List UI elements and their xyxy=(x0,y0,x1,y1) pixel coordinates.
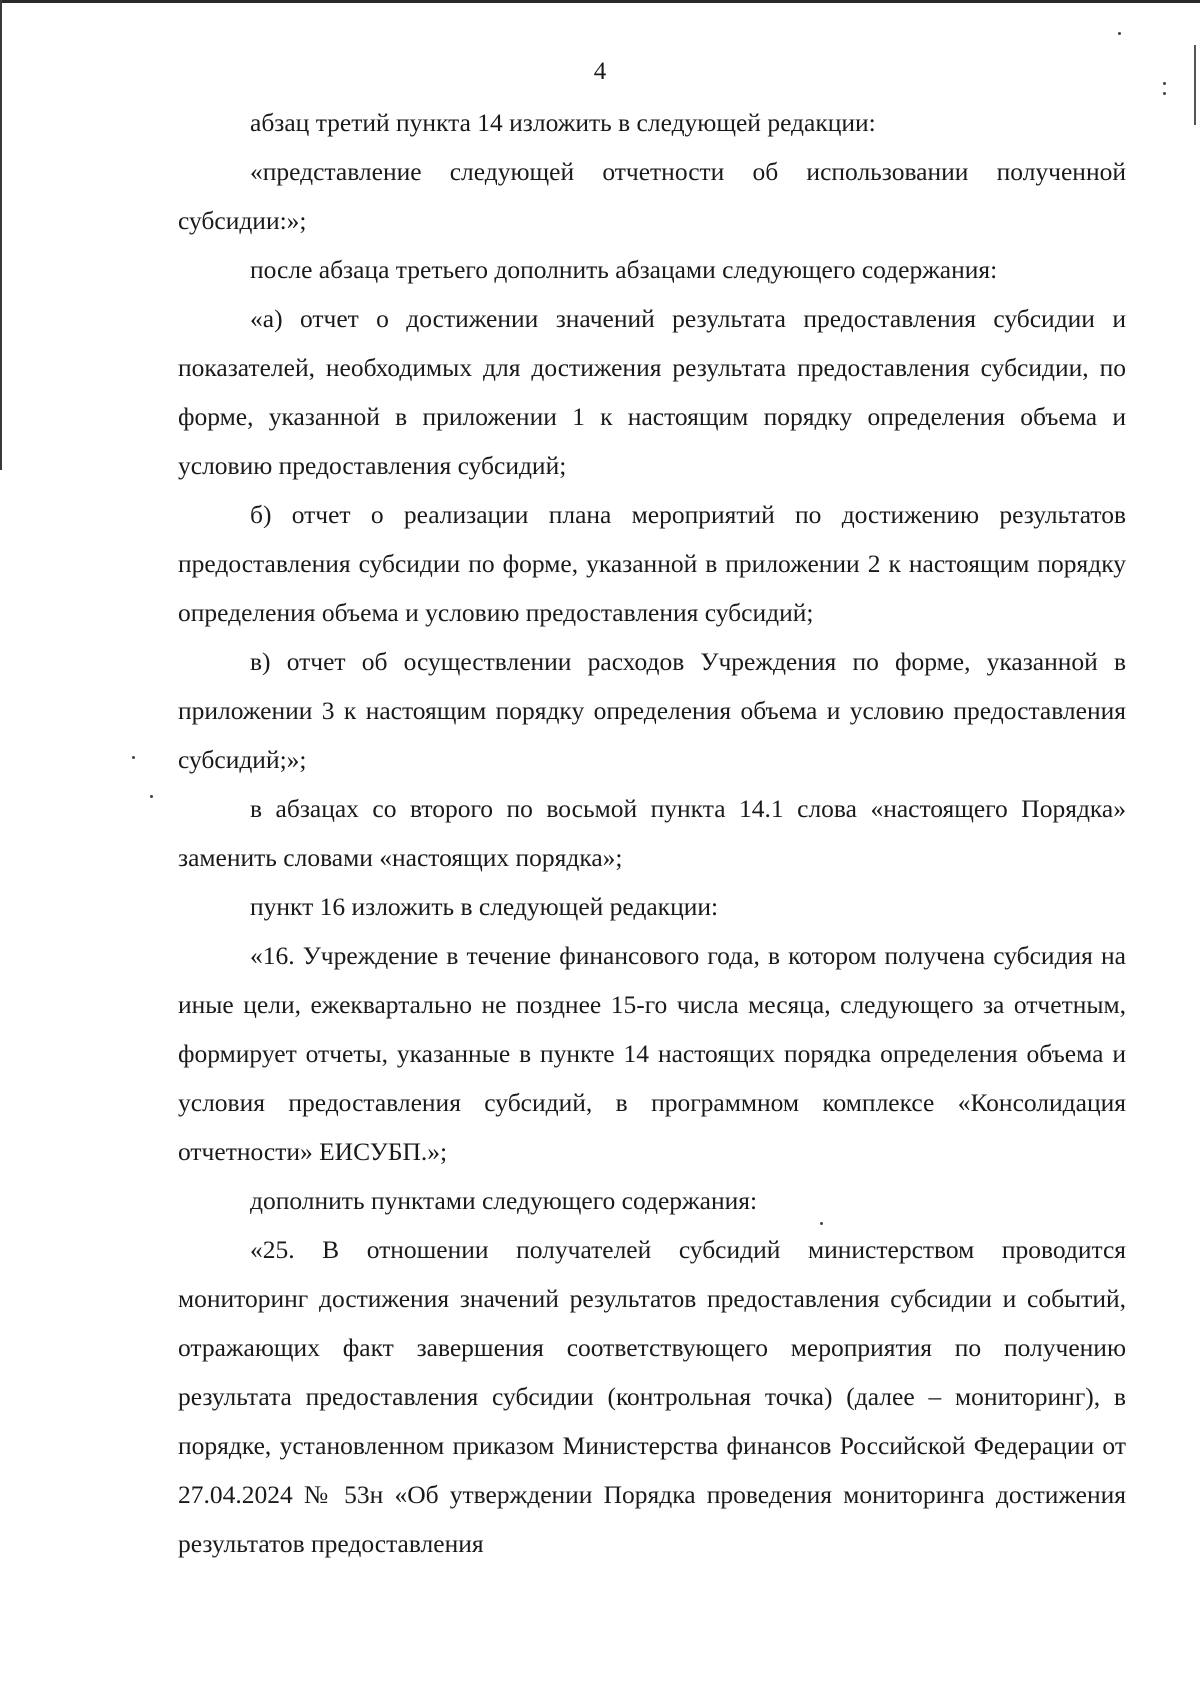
page-number: 4 xyxy=(593,58,607,85)
paragraph: пункт 16 изложить в следующей редакции: xyxy=(250,892,719,921)
scan-speck xyxy=(132,756,135,759)
paragraph: «а) отчет о достижении значений результата предоставления субсидии и показателей, необходимых для достижения результата предоставления субсидии, по форме, указанной в приложении 1 к настоящим порядку определения объема и условию предоставления субсидий; xyxy=(178,304,1126,480)
paragraph: «представление следующей отчетности об использовании полученной субсидии:»; xyxy=(178,157,1126,235)
paragraph: «16. Учреждение в течение финансового года, в котором получена субсидия на иные цели, ежеквартально не позднее 15-го числа месяца, следующего за отчетным, формирует отчеты, указанные в пункте 14 настоящих порядка определения объема и условия предоставления субсидий, в программном комплексе «Консолидация отчетности» ЕИСУБП.»; xyxy=(178,941,1126,1166)
scan-speck xyxy=(1163,92,1166,95)
paragraph: дополнить пунктами следующего содержания: xyxy=(250,1186,758,1215)
scan-top-edge xyxy=(0,0,1200,3)
document-body xyxy=(178,98,1126,1568)
paragraph: в) отчет об осуществлении расходов Учреждения по форме, указанной в приложении 3 к настоящим порядку определения объема и условию предоставления субсидий;»; xyxy=(178,647,1126,774)
scan-speck xyxy=(1118,32,1121,35)
paragraph: «25. В отношении получателей субсидий министерством проводится мониторинг достижения значений результатов предоставления субсидии и событий, отражающих факт завершения соответствующего мероприятия по получению результата предоставления субсидии (контрольная точка) (далее – мониторинг), в порядке, установленном приказом Министерства финансов Российской Федерации от 27.04.2024 № 53н «Об утверждении Порядка проведения мониторинга достижения результатов предоставления xyxy=(178,1235,1126,1558)
paragraph: абзац третий пункта 14 изложить в следующей редакции: xyxy=(250,108,876,137)
paragraph: после абзаца третьего дополнить абзацами следующего содержания: xyxy=(250,255,998,284)
scan-speck xyxy=(150,795,153,798)
paragraph: в абзацах со второго по восьмой пункта 14.1 слова «настоящего Порядка» заменить словами «настоящих порядка»; xyxy=(178,794,1126,872)
paragraph: б) отчет о реализации плана мероприятий по достижению результатов предоставления субсидии по форме, указанной в приложении 2 к настоящим порядку определения объема и условию предоставления субсидий; xyxy=(178,500,1126,627)
